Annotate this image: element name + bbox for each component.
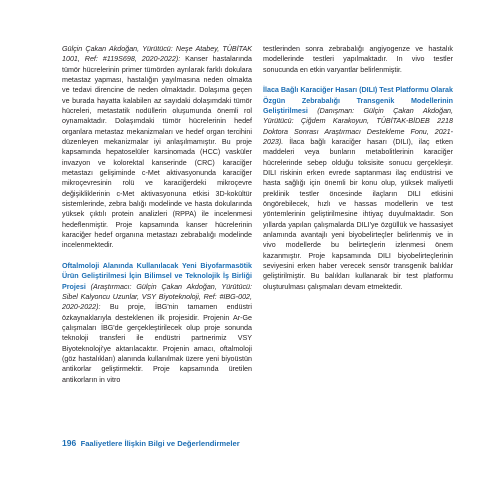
- project-paragraph: [62, 261, 252, 385]
- project-body: Bu proje, İBG'nin tamamen endüstri özkaynaklarıyla desteklenen ilk projesidir. Projenin Ar-Ge çalışmaları İBG'de gerçekleştirilecek olup proje sonunda teknoloji transferi ile endüstri partnerimiz VSY Biyoteknoloji'ye aktarılacaktır. Projenin amacı, oftalmoloji (göz hastalıkları) alanında kullanılmak üzere yeni biyoüstün antikorlar geliştirmektir. Proje kapsamında üretilen antikorların in vitro: [62, 303, 252, 384]
- page-footer: [62, 437, 240, 450]
- footer-title: Faaliyetlere İlişkin Bilgi ve Değerlendirmeler: [80, 439, 240, 448]
- page-number: 196: [62, 438, 77, 448]
- project-meta: Gülçin Çakan Akdoğan, Yürütücü: Neşe Atabey, TÜBİTAK 1001, Ref: #119S698, 2020-2022):: [62, 45, 252, 64]
- project-heading: İlaca Bağlı Karaciğer Hasarı (DILI) Test Platformu Olarak Özgün Zebrabalığı Transgenik Modellerinin Geliştirilmesi: [263, 86, 453, 115]
- project-paragraph: [263, 85, 453, 292]
- project-body: Kanser hastalarında tümör hücrelerinin primer tümörden ayrılarak farklı dokulara metastaz yapması, hastalığın yayılmasına neden olmakta ve tedavi direncine de neden olmaktadır. Dolaşıma geçen ve burada hayatta kalabilen az sayıdaki dolaşımdaki tümör hücreleri, metastatik nodüllerin oluşumunda önemli rol oynamaktadır. Dolaşımdaki tümör hücrelerinin hedef organlara metastaz mekanizmaları ve hedef organ tercihini düzenleyen mekanizmalar iyi anlaşılmamıştır. Bu proje kapsamında hepatoselüler karsinomada (HCC) vasküler invazyon ve kolorektal kanserinde (CRC) karaciğer metastazı gelişiminde c-Met aktivasyonunda karaciğer mikroçevresinin rolü ve karaciğerdeki mikroçevre değişikliklerinin c-Met aktivasyonuna etkisi 3D-kokültür sistemlerinde, zebra balığı modelinde ve hasta dokularında yüksek çıktılı protein analizleri (RPPA) ile incelenmesi hedeflenmiştir. Proje kapsamında kanser hücrelerinin karaciğer hedef organına metastazı zebrabalığı modelinde incelenmektedir.: [62, 55, 252, 250]
- left-column: [62, 44, 252, 385]
- project-meta: (Araştırmacı: Gülçin Çakan Akdoğan, Yürütücü: Sibel Kalyoncu Uzunlar, VSY Biyoteknoloji, Ref: #IBG-002, 2020-2022):: [62, 282, 252, 312]
- project-heading: Oftalmoloji Alanında Kullanılacak Yeni Biyofarmasötik Ürün Geliştirilmesi İçin Bilimsel ve Teknolojik İş Birliği Projesi: [62, 261, 252, 291]
- project-paragraph: [62, 44, 252, 251]
- project-body: İlaca bağlı karaciğer hasarı (DILI), ilaç etken maddeleri veya bunların metabolitlerinin karaciğer hücrelerinde sebep olduğu toksisite sonucu gerçekleşir. DILI riskinin erken evrede saptanması ilaç endüstrisi ve hasta sağlığı için önemli bir konu olup, yüksek maliyetli preklinik testler öncesinde ilaçların DILI etkisini öngörebilecek, hızlı ve hassas modellerin ve test yöntemlerinin geliştirilmesine ihtiyaç duyulmaktadır. Son yıllarda yapılan çalışmalarda DILI'ye özgüllük ve hassasiyet anlamında avantajlı yeni biyobelirteçler belirlenmiş ve in vivo modellerde bu belirteçlerin izlenmesi önem kazanmıştır. Proje kapsamında DILI biyobelirteçlerinin seviyesini erken haber verecek sensör transgenik balıklar geliştirilmiştir. Bu balıkları kullanarak bir test platformu oluşturulması çalışmaları devam etmektedir.: [263, 137, 453, 291]
- right-column: [263, 44, 453, 292]
- project-paragraph: [263, 44, 453, 75]
- project-body: testlerinden sonra zebrabalığı angiyogenze ve hastalık modellerinde testleri yapılmaktadır. In vivo testler sonucunda en etkin varyantlar belirlenmiştir.: [263, 45, 453, 74]
- project-meta: (Danışman: Gülçin Çakan Akdoğan, Yürütücü: Çiğdem Karakoyun, TÜBİTAK-BİDEB 2218 Doktora Sonrası Araştırmacı Destekleme Fonu, 2021-2023).: [263, 106, 453, 146]
